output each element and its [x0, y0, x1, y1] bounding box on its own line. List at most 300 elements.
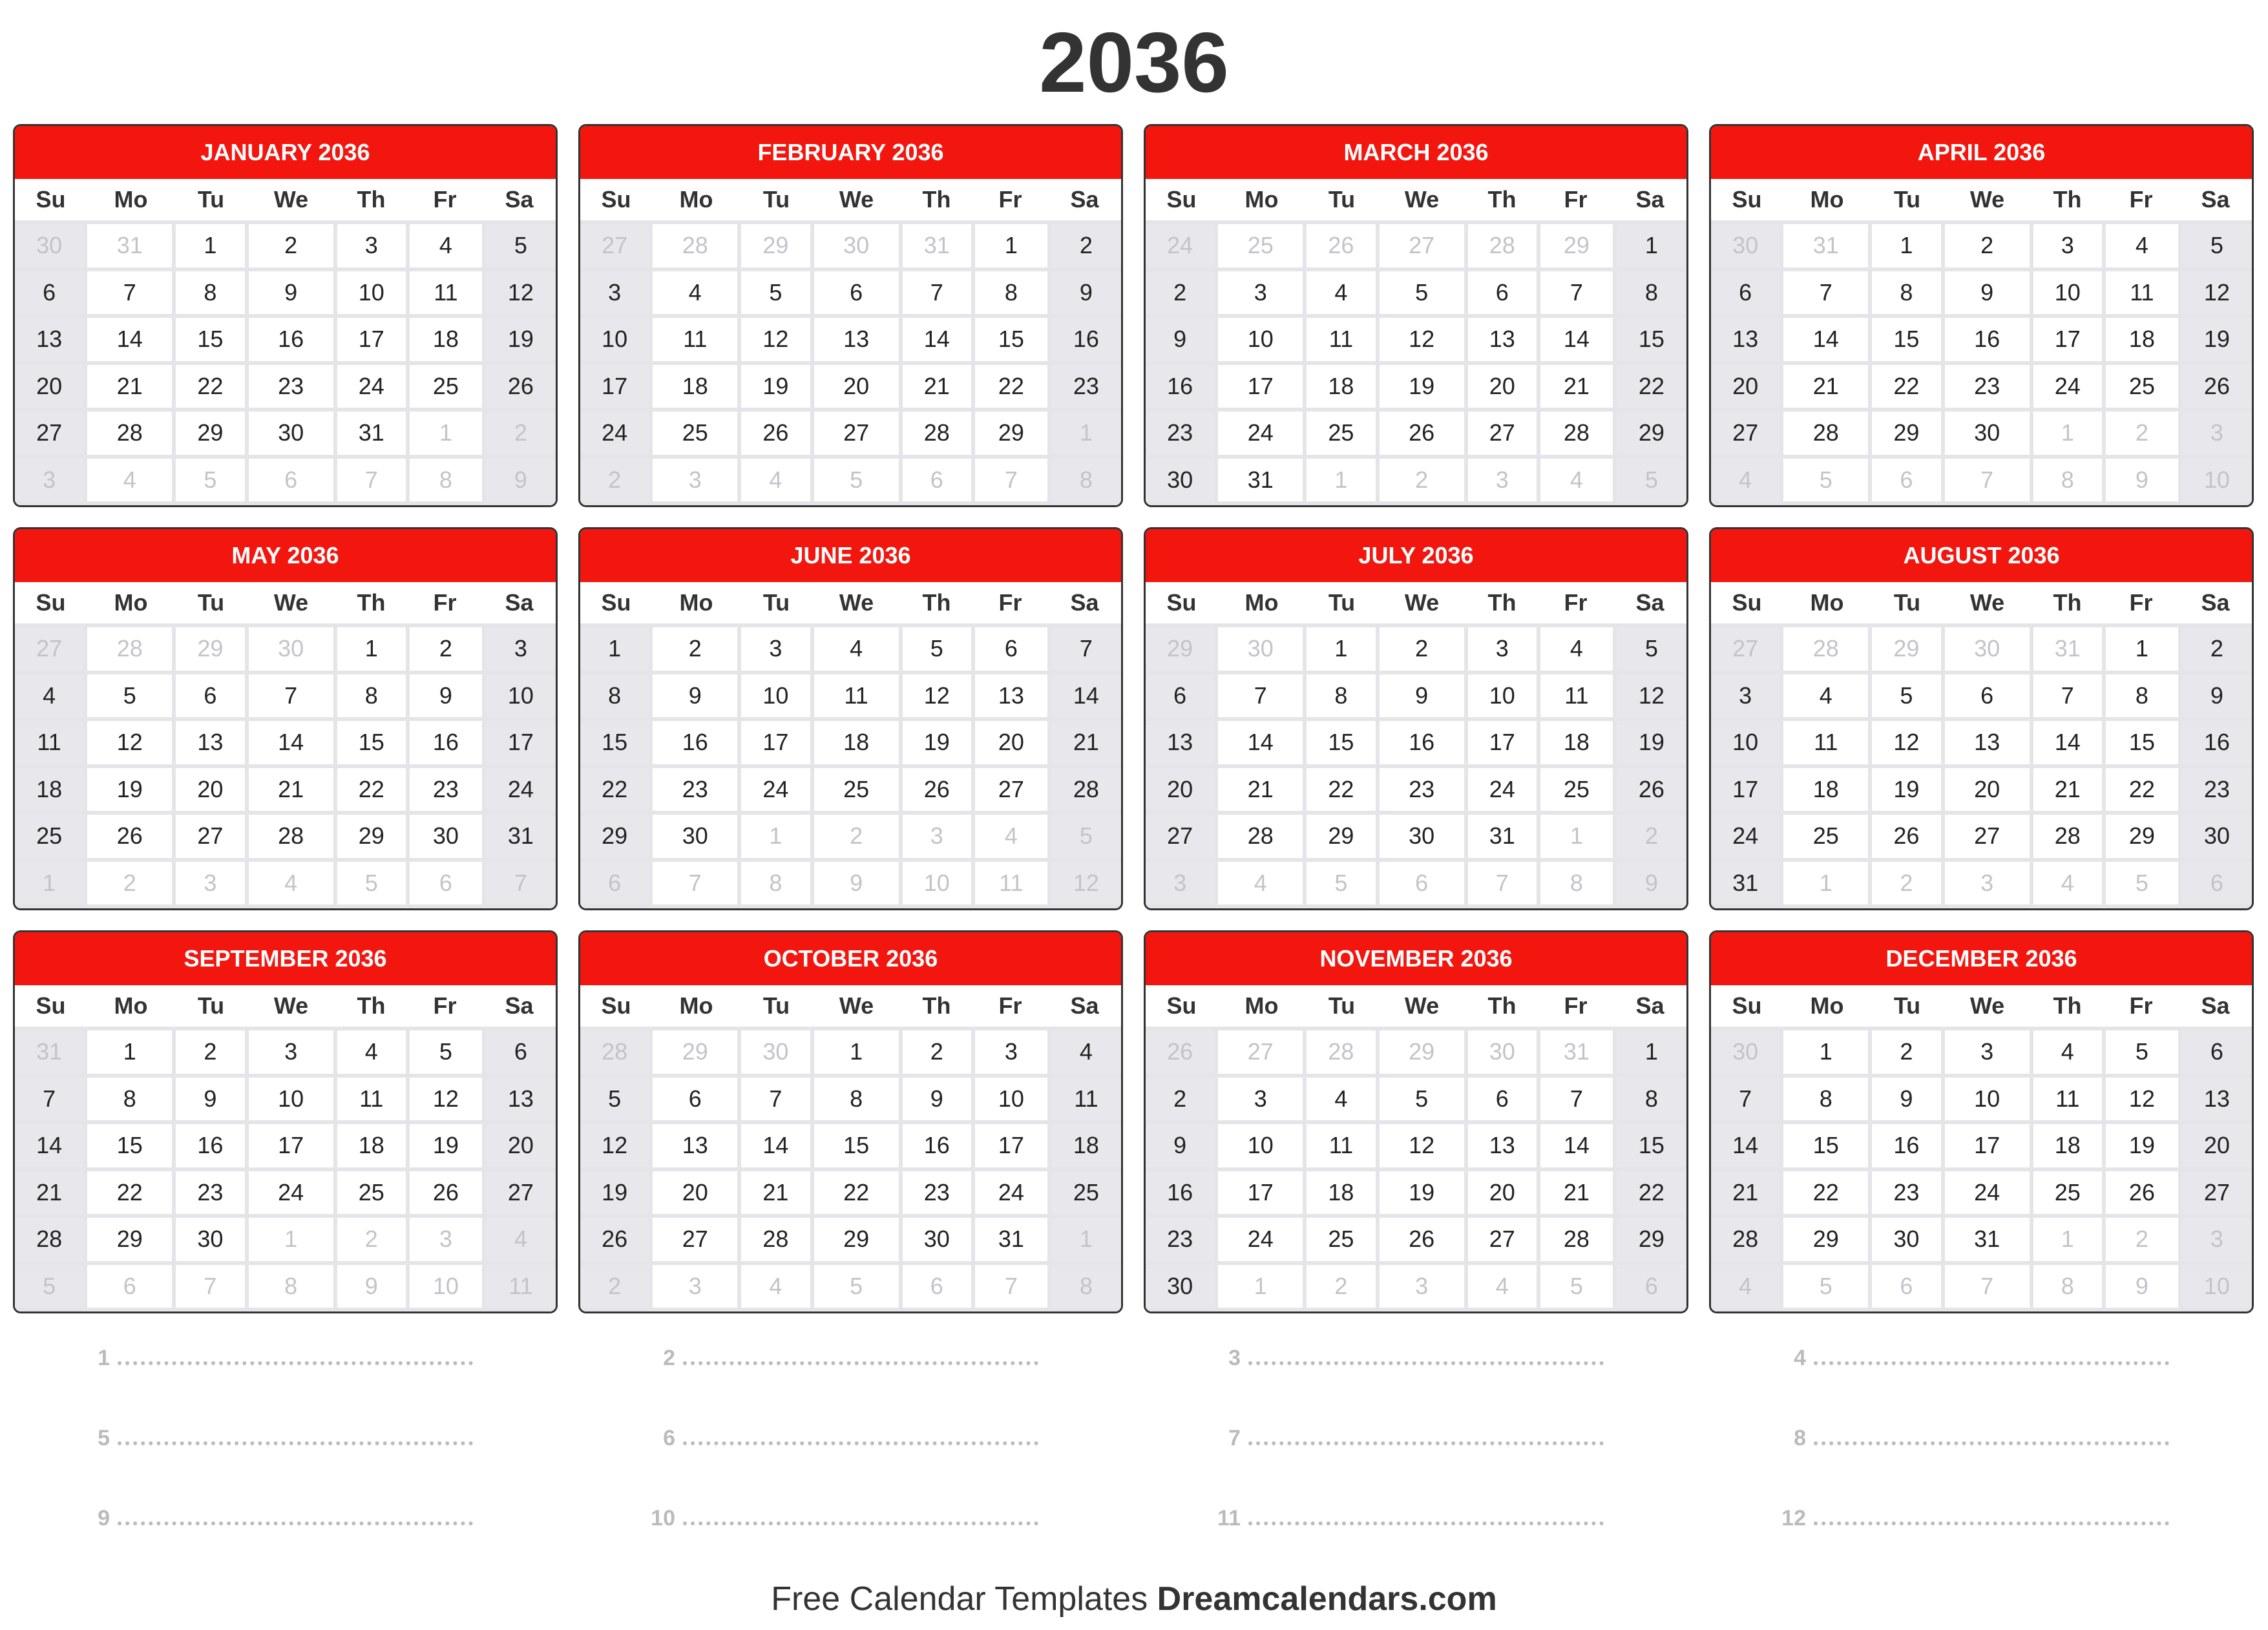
day-cell: 4 — [814, 627, 899, 671]
adjacent-day-cell: 29 — [741, 224, 810, 267]
adjacent-day-cell: 31 — [87, 224, 172, 267]
day-cell: 30 — [903, 1218, 971, 1261]
adjacent-day-cell: 5 — [1307, 862, 1375, 905]
adjacent-day-cell: 29 — [176, 627, 244, 671]
day-cell: 25 — [337, 1171, 406, 1215]
day-cell: 8 — [1872, 271, 1940, 315]
note-number: 3 — [1228, 1345, 1241, 1370]
note-line[interactable] — [578, 1478, 1123, 1558]
day-cell: 9 — [1146, 1124, 1214, 1167]
adjacent-day-cell: 4 — [1218, 862, 1303, 905]
day-cell: 16 — [1380, 721, 1464, 764]
adjacent-day-cell: 30 — [1218, 627, 1303, 671]
adjacent-day-cell: 29 — [1872, 627, 1940, 671]
adjacent-day-cell: 6 — [2182, 862, 2252, 905]
day-cell: 25 — [1783, 815, 1868, 858]
day-cell: 24 — [1218, 412, 1303, 455]
days-grid — [580, 623, 1121, 908]
day-cell: 25 — [814, 768, 899, 811]
weekday-label: Mo — [679, 589, 713, 616]
day-cell: 8 — [975, 271, 1047, 315]
day-cell: 15 — [814, 1124, 899, 1167]
day-cell: 2 — [903, 1030, 971, 1074]
adjacent-day-cell: 2 — [580, 459, 649, 502]
day-cell: 29 — [1307, 815, 1375, 858]
month-calendar — [1144, 124, 1688, 507]
weekday-label: We — [839, 186, 874, 213]
weekday-row — [580, 179, 1121, 220]
adjacent-day-cell: 9 — [2106, 459, 2178, 502]
note-line[interactable] — [1144, 1478, 1688, 1558]
day-cell: 11 — [1307, 318, 1375, 361]
day-cell: 27 — [1146, 815, 1214, 858]
day-cell: 14 — [2033, 721, 2102, 764]
day-cell: 8 — [2106, 674, 2178, 718]
weekday-label: We — [1404, 992, 1440, 1019]
day-cell: 1 — [580, 627, 649, 671]
adjacent-day-cell: 30 — [1711, 1030, 1780, 1074]
day-cell: 21 — [903, 365, 971, 408]
day-cell: 28 — [1540, 412, 1613, 455]
adjacent-day-cell: 27 — [580, 224, 649, 267]
day-cell: 2 — [1146, 1078, 1214, 1121]
adjacent-day-cell: 7 — [176, 1265, 244, 1308]
adjacent-day-cell: 4 — [2033, 862, 2102, 905]
day-cell: 2 — [249, 224, 333, 267]
day-cell: 9 — [1380, 674, 1464, 718]
day-cell: 20 — [1945, 768, 2030, 811]
day-cell: 24 — [741, 768, 810, 811]
day-cell: 19 — [1872, 768, 1940, 811]
adjacent-day-cell: 1 — [1540, 815, 1613, 858]
note-line[interactable] — [13, 1478, 558, 1558]
day-cell: 18 — [337, 1124, 406, 1167]
adjacent-day-cell: 27 — [15, 627, 83, 671]
day-cell: 25 — [1307, 1218, 1375, 1261]
weekday-label: Fr — [433, 992, 457, 1019]
day-cell: 3 — [1218, 271, 1303, 315]
day-cell: 18 — [1307, 365, 1375, 408]
adjacent-day-cell: 11 — [486, 1265, 556, 1308]
weekday-label: Mo — [679, 186, 713, 213]
weekday-label: Su — [36, 589, 66, 616]
adjacent-day-cell: 8 — [1051, 459, 1121, 502]
weekday-label: Mo — [1810, 186, 1844, 213]
day-cell: 2 — [1945, 224, 2030, 267]
day-cell: 13 — [1468, 1124, 1537, 1167]
day-cell: 9 — [903, 1078, 971, 1121]
day-cell: 22 — [975, 365, 1047, 408]
day-cell: 12 — [741, 318, 810, 361]
adjacent-day-cell: 27 — [1218, 1030, 1303, 1074]
adjacent-day-cell: 31 — [15, 1030, 83, 1074]
day-cell: 25 — [410, 365, 482, 408]
note-line[interactable] — [1709, 1398, 2254, 1478]
day-cell: 18 — [410, 318, 482, 361]
day-cell: 6 — [486, 1030, 556, 1074]
note-line[interactable] — [1709, 1318, 2254, 1398]
note-line[interactable] — [578, 1318, 1123, 1398]
day-cell: 14 — [903, 318, 971, 361]
weekday-row — [1711, 985, 2252, 1027]
day-cell: 20 — [1711, 365, 1780, 408]
adjacent-day-cell: 30 — [741, 1030, 810, 1074]
days-grid — [15, 220, 556, 505]
day-cell: 17 — [741, 721, 810, 764]
day-cell: 21 — [1540, 365, 1613, 408]
adjacent-day-cell: 27 — [1711, 627, 1780, 671]
day-cell: 19 — [2106, 1124, 2178, 1167]
day-cell: 15 — [1617, 318, 1686, 361]
day-cell: 31 — [975, 1218, 1047, 1261]
day-cell: 3 — [975, 1030, 1047, 1074]
weekday-label: Tu — [762, 992, 790, 1019]
days-grid — [1711, 1027, 2252, 1311]
month-calendar — [578, 527, 1123, 910]
day-cell: 17 — [1218, 1171, 1303, 1215]
day-cell: 22 — [1617, 365, 1686, 408]
note-number: 8 — [1794, 1425, 1806, 1450]
day-cell: 29 — [176, 412, 244, 455]
day-cell: 27 — [2182, 1171, 2252, 1215]
day-cell: 1 — [337, 627, 406, 671]
months-grid — [13, 124, 2255, 1313]
day-cell: 12 — [410, 1078, 482, 1121]
adjacent-day-cell: 1 — [1218, 1265, 1303, 1308]
weekday-row — [1711, 582, 2252, 623]
day-cell: 23 — [249, 365, 333, 408]
day-cell: 30 — [1872, 1218, 1940, 1261]
adjacent-day-cell: 26 — [1146, 1030, 1214, 1074]
adjacent-day-cell: 7 — [1945, 459, 2030, 502]
month-calendar — [1144, 930, 1688, 1313]
weekday-label: Th — [1487, 992, 1517, 1019]
adjacent-day-cell: 10 — [2182, 1265, 2252, 1308]
day-cell: 5 — [1380, 1078, 1464, 1121]
weekday-label: Fr — [1564, 992, 1588, 1019]
day-cell: 3 — [2033, 224, 2102, 267]
day-cell: 8 — [87, 1078, 172, 1121]
note-number: 9 — [98, 1505, 110, 1531]
day-cell: 12 — [486, 271, 556, 315]
adjacent-day-cell: 5 — [814, 459, 899, 502]
weekday-label: Fr — [2129, 186, 2153, 213]
day-cell: 4 — [1783, 674, 1868, 718]
day-cell: 28 — [1783, 412, 1868, 455]
adjacent-day-cell: 4 — [486, 1218, 556, 1261]
day-cell: 28 — [249, 815, 333, 858]
day-cell: 8 — [337, 674, 406, 718]
day-cell: 16 — [176, 1124, 244, 1167]
day-cell: 21 — [1051, 721, 1121, 764]
day-cell: 4 — [337, 1030, 406, 1074]
month-calendar — [1709, 930, 2254, 1313]
day-cell: 25 — [2106, 365, 2178, 408]
adjacent-day-cell: 6 — [903, 459, 971, 502]
month-header: JUNE 2036 — [580, 529, 1121, 582]
day-cell: 20 — [1146, 768, 1214, 811]
day-cell: 22 — [87, 1171, 172, 1215]
day-cell: 3 — [1711, 674, 1780, 718]
day-cell: 1 — [87, 1030, 172, 1074]
weekday-label: We — [273, 186, 309, 213]
day-cell: 12 — [1380, 318, 1464, 361]
adjacent-day-cell: 30 — [1711, 224, 1780, 267]
day-cell: 28 — [87, 412, 172, 455]
day-cell: 22 — [337, 768, 406, 811]
day-cell: 12 — [2106, 1078, 2178, 1121]
weekday-label: Th — [922, 589, 951, 616]
days-grid — [1711, 220, 2252, 505]
day-cell: 26 — [2106, 1171, 2178, 1215]
month-header: OCTOBER 2036 — [580, 932, 1121, 985]
day-cell: 31 — [1711, 862, 1780, 905]
day-cell: 23 — [903, 1171, 971, 1215]
day-cell: 12 — [1872, 721, 1940, 764]
weekday-label: Sa — [1635, 186, 1664, 213]
adjacent-day-cell: 8 — [410, 459, 482, 502]
day-cell: 10 — [1711, 721, 1780, 764]
adjacent-day-cell: 1 — [2033, 1218, 2102, 1261]
day-cell: 24 — [486, 768, 556, 811]
day-cell: 26 — [486, 365, 556, 408]
weekday-label: Tu — [1893, 589, 1921, 616]
day-cell: 8 — [1617, 1078, 1686, 1121]
day-cell: 29 — [580, 815, 649, 858]
note-line[interactable] — [1144, 1398, 1688, 1478]
day-cell: 22 — [1617, 1171, 1686, 1215]
day-cell: 26 — [1380, 1218, 1464, 1261]
adjacent-day-cell: 29 — [1380, 1030, 1464, 1074]
weekday-label: Th — [2053, 186, 2082, 213]
weekday-label: Su — [1166, 589, 1197, 616]
day-cell: 10 — [975, 1078, 1047, 1121]
month-header: AUGUST 2036 — [1711, 529, 2252, 582]
note-dotted-line — [118, 1361, 473, 1365]
note-number: 7 — [1228, 1425, 1241, 1450]
adjacent-day-cell: 1 — [1051, 1218, 1121, 1261]
day-cell: 11 — [1307, 1124, 1375, 1167]
adjacent-day-cell: 5 — [15, 1265, 83, 1308]
day-cell: 30 — [653, 815, 737, 858]
day-cell: 7 — [741, 1078, 810, 1121]
day-cell: 24 — [249, 1171, 333, 1215]
day-cell: 18 — [1540, 721, 1613, 764]
day-cell: 5 — [486, 224, 556, 267]
month-calendar — [1144, 527, 1688, 910]
day-cell: 3 — [249, 1030, 333, 1074]
day-cell: 4 — [1307, 271, 1375, 315]
note-line[interactable] — [578, 1398, 1123, 1478]
day-cell: 31 — [486, 815, 556, 858]
day-cell: 2 — [1051, 224, 1121, 267]
weekday-label: Su — [1166, 186, 1197, 213]
adjacent-day-cell: 8 — [1051, 1265, 1121, 1308]
note-line[interactable] — [1144, 1318, 1688, 1398]
day-cell: 8 — [814, 1078, 899, 1121]
day-cell: 10 — [741, 674, 810, 718]
day-cell: 20 — [2182, 1124, 2252, 1167]
weekday-label: Sa — [505, 589, 534, 616]
month-calendar — [13, 527, 558, 910]
day-cell: 17 — [975, 1124, 1047, 1167]
day-cell: 16 — [903, 1124, 971, 1167]
day-cell: 6 — [1945, 674, 2030, 718]
note-line[interactable] — [13, 1398, 558, 1478]
day-cell: 13 — [1945, 721, 2030, 764]
weekday-label: Sa — [1070, 992, 1099, 1019]
weekday-label: We — [273, 589, 309, 616]
day-cell: 5 — [410, 1030, 482, 1074]
weekday-label: Th — [922, 992, 951, 1019]
adjacent-day-cell: 3 — [1146, 862, 1214, 905]
day-cell: 19 — [1617, 721, 1686, 764]
adjacent-day-cell: 1 — [1051, 412, 1121, 455]
day-cell: 25 — [2033, 1171, 2102, 1215]
day-cell: 16 — [1146, 1171, 1214, 1215]
day-cell: 8 — [1617, 271, 1686, 315]
adjacent-day-cell: 9 — [814, 862, 899, 905]
weekday-row — [1146, 179, 1686, 220]
day-cell: 11 — [814, 674, 899, 718]
weekday-label: Tu — [1328, 186, 1356, 213]
note-dotted-line — [683, 1441, 1038, 1445]
adjacent-day-cell: 2 — [486, 412, 556, 455]
day-cell: 7 — [1783, 271, 1868, 315]
day-cell: 28 — [1051, 768, 1121, 811]
adjacent-day-cell: 7 — [486, 862, 556, 905]
day-cell: 21 — [1783, 365, 1868, 408]
note-number: 4 — [1794, 1345, 1806, 1370]
day-cell: 3 — [1945, 1030, 2030, 1074]
day-cell: 24 — [1218, 1218, 1303, 1261]
weekday-label: Tu — [197, 992, 225, 1019]
day-cell: 14 — [1783, 318, 1868, 361]
weekday-label: Sa — [2201, 186, 2230, 213]
adjacent-day-cell: 30 — [249, 627, 333, 671]
note-dotted-line — [683, 1521, 1038, 1525]
adjacent-day-cell: 7 — [653, 862, 737, 905]
day-cell: 5 — [580, 1078, 649, 1121]
day-cell: 1 — [1617, 224, 1686, 267]
weekday-label: Fr — [433, 589, 457, 616]
adjacent-day-cell: 28 — [1307, 1030, 1375, 1074]
day-cell: 19 — [1380, 1171, 1464, 1215]
day-cell: 27 — [176, 815, 244, 858]
weekday-label: Mo — [114, 186, 148, 213]
day-cell: 13 — [2182, 1078, 2252, 1121]
day-cell: 6 — [1146, 674, 1214, 718]
day-cell: 21 — [1540, 1171, 1613, 1215]
weekday-label: Sa — [1635, 589, 1664, 616]
day-cell: 22 — [1783, 1171, 1868, 1215]
weekday-label: We — [1969, 589, 2005, 616]
day-cell: 3 — [741, 627, 810, 671]
adjacent-day-cell: 6 — [87, 1265, 172, 1308]
day-cell: 31 — [337, 412, 406, 455]
day-cell: 14 — [1711, 1124, 1780, 1167]
day-cell: 13 — [975, 674, 1047, 718]
day-cell: 12 — [2182, 271, 2252, 315]
adjacent-day-cell: 3 — [653, 1265, 737, 1308]
note-line[interactable] — [13, 1318, 558, 1398]
weekday-row — [1146, 985, 1686, 1027]
day-cell: 30 — [176, 1218, 244, 1261]
day-cell: 2 — [176, 1030, 244, 1074]
adjacent-day-cell: 27 — [1380, 224, 1464, 267]
note-dotted-line — [1814, 1361, 2169, 1365]
adjacent-day-cell: 5 — [1783, 459, 1868, 502]
weekday-label: Th — [922, 186, 951, 213]
adjacent-day-cell: 10 — [2182, 459, 2252, 502]
day-cell: 24 — [975, 1171, 1047, 1215]
weekday-label: Tu — [1328, 992, 1356, 1019]
day-cell: 7 — [1051, 627, 1121, 671]
adjacent-day-cell: 31 — [2033, 627, 2102, 671]
day-cell: 13 — [1468, 318, 1537, 361]
day-cell: 17 — [486, 721, 556, 764]
day-cell: 10 — [1945, 1078, 2030, 1121]
weekday-label: Sa — [2201, 992, 2230, 1019]
note-line[interactable] — [1709, 1478, 2254, 1558]
day-cell: 6 — [814, 271, 899, 315]
day-cell: 22 — [814, 1171, 899, 1215]
note-dotted-line — [1248, 1361, 1604, 1365]
adjacent-day-cell: 2 — [1872, 862, 1940, 905]
weekday-label: Fr — [998, 992, 1022, 1019]
day-cell: 4 — [410, 224, 482, 267]
month-calendar — [13, 124, 558, 507]
day-cell: 11 — [2106, 271, 2178, 315]
weekday-label: Su — [36, 186, 66, 213]
day-cell: 4 — [1540, 627, 1613, 671]
day-cell: 23 — [1051, 365, 1121, 408]
day-cell: 12 — [87, 721, 172, 764]
weekday-label: Fr — [433, 186, 457, 213]
adjacent-day-cell: 2 — [1307, 1265, 1375, 1308]
day-cell: 23 — [176, 1171, 244, 1215]
day-cell: 31 — [1945, 1218, 2030, 1261]
note-dotted-line — [118, 1521, 473, 1525]
adjacent-day-cell: 26 — [1307, 224, 1375, 267]
day-cell: 14 — [741, 1124, 810, 1167]
month-calendar — [578, 124, 1123, 507]
day-cell: 18 — [1307, 1171, 1375, 1215]
day-cell: 11 — [1540, 674, 1613, 718]
adjacent-day-cell: 3 — [176, 862, 244, 905]
adjacent-day-cell: 25 — [1218, 224, 1303, 267]
day-cell: 23 — [2182, 768, 2252, 811]
day-cell: 20 — [1468, 365, 1537, 408]
day-cell: 27 — [1468, 1218, 1537, 1261]
day-cell: 2 — [1380, 627, 1464, 671]
adjacent-day-cell: 4 — [249, 862, 333, 905]
day-cell: 10 — [1218, 318, 1303, 361]
adjacent-day-cell: 9 — [486, 459, 556, 502]
adjacent-day-cell: 1 — [249, 1218, 333, 1261]
day-cell: 1 — [1617, 1030, 1686, 1074]
adjacent-day-cell: 6 — [1872, 459, 1940, 502]
weekday-label: Th — [357, 589, 386, 616]
day-cell: 7 — [1218, 674, 1303, 718]
day-cell: 28 — [903, 412, 971, 455]
note-dotted-line — [1248, 1521, 1604, 1525]
weekday-label: Tu — [1893, 992, 1921, 1019]
day-cell: 13 — [653, 1124, 737, 1167]
adjacent-day-cell: 31 — [903, 224, 971, 267]
adjacent-day-cell: 9 — [337, 1265, 406, 1308]
day-cell: 17 — [337, 318, 406, 361]
